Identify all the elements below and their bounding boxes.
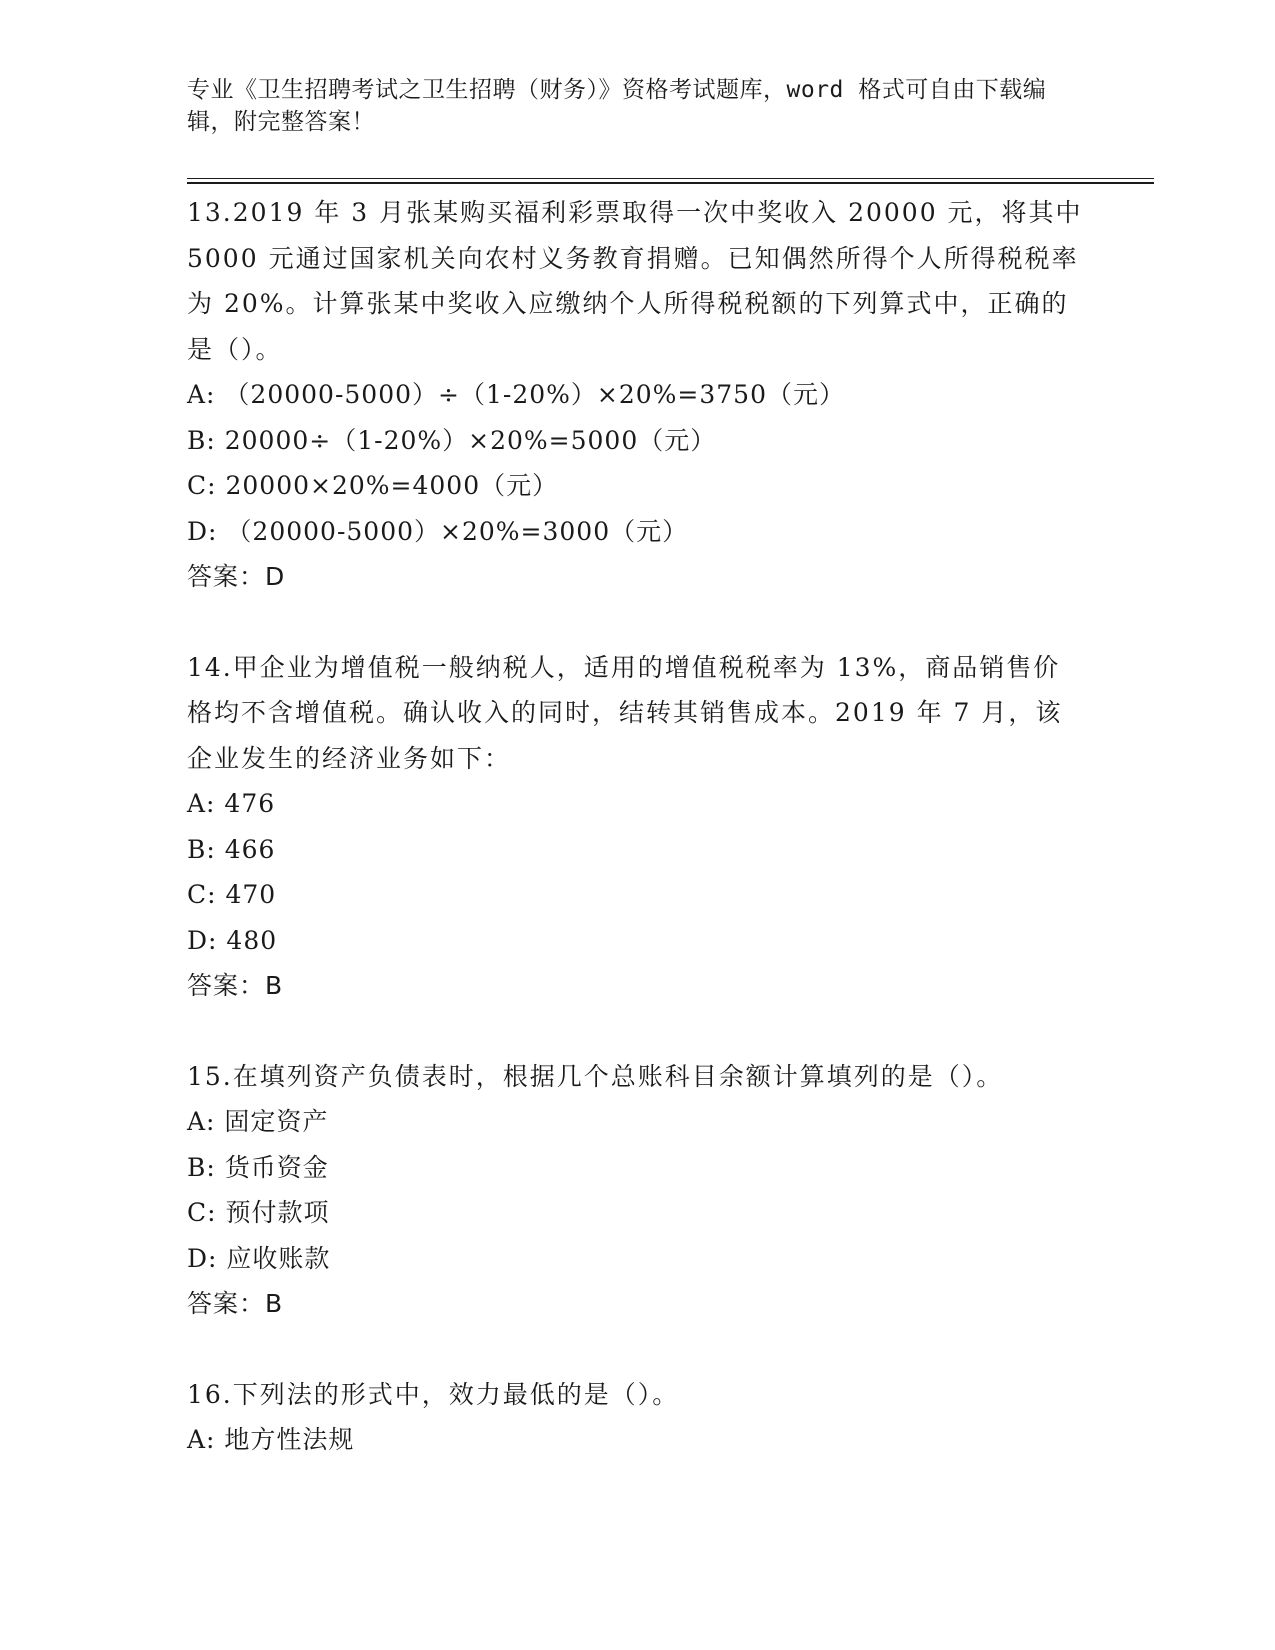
answer-line: 答案：D — [187, 562, 286, 591]
question-14 — [187, 645, 1087, 1009]
question-stem: 13.2019 年 3 月张某购买福利彩票取得一次中奖收入 20000 元，将其中 5000 元通过国家机关向农村义务教育捐赠。已知偶然所得个人所得税税率为 20%。计算张某中奖收入应缴纳个人所得税税额的下列算式中，正确的是（）。 — [187, 198, 1083, 364]
option-c: C: 预付款项 — [187, 1198, 330, 1227]
option-b: B: 20000÷（1-20%）×20%=5000（元） — [187, 425, 717, 455]
option-c: C: 20000×20%=4000（元） — [187, 471, 559, 500]
header-double-rule — [187, 178, 1154, 184]
document-intro: 专业《卫生招聘考试之卫生招聘（财务）》资格考试题库，word 格式可自由下载编辑，附完整答案！ — [187, 77, 1047, 135]
question-stem: 14.甲企业为增值税一般纳税人，适用的增值税税率为 13%，商品销售价格均不含增值税。确认收入的同时，结转其销售成本。2019 年 7 月，该企业发生的经济业务如下： — [187, 652, 1063, 773]
answer-line: 答案：B — [187, 1289, 284, 1318]
rule-thin-line — [187, 178, 1154, 179]
question-16 — [187, 1372, 1087, 1463]
option-a: A: （20000-5000）÷（1-20%）×20%=3750（元） — [187, 380, 845, 409]
option-a: A: 固定资产 — [187, 1107, 329, 1136]
question-stem: 16.下列法的形式中，效力最低的是（）。 — [187, 1379, 680, 1409]
option-d: D: 应收账款 — [187, 1243, 331, 1273]
question-13 — [187, 190, 1087, 600]
question-stem: 15.在填列资产负债表时，根据几个总账科目余额计算填列的是（）。 — [187, 1061, 1004, 1091]
option-d: D: （20000-5000）×20%=3000（元） — [187, 516, 689, 546]
option-b: B: 466 — [187, 834, 276, 864]
option-d: D: 480 — [187, 925, 278, 955]
option-b: B: 货币资金 — [187, 1152, 329, 1182]
rule-thick-line — [187, 182, 1154, 184]
answer-line: 答案：B — [187, 971, 284, 1000]
option-c: C: 470 — [187, 880, 277, 909]
question-list — [187, 190, 1087, 1508]
option-a: A: 476 — [187, 789, 276, 818]
option-a: A: 地方性法规 — [187, 1425, 355, 1454]
question-15 — [187, 1054, 1087, 1327]
